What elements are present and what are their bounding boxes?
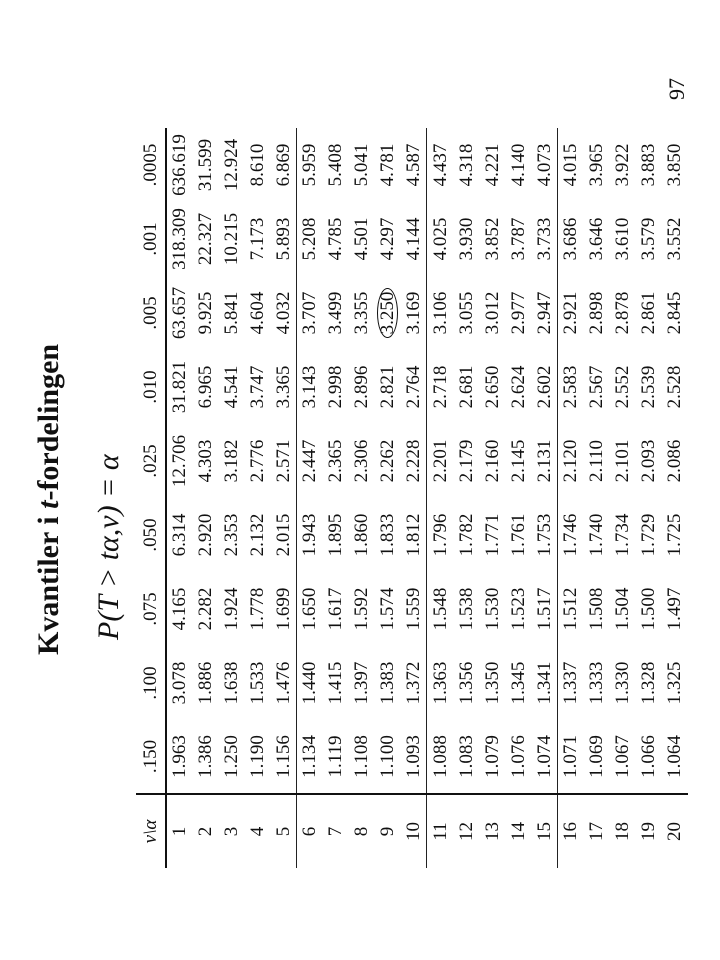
quantile-cell: 3.355 <box>351 291 373 335</box>
quantile-cell: 2.110 <box>586 439 608 483</box>
quantile-cell: 3.747 <box>246 365 268 409</box>
probability-formula: P(T > tα,ν) = α <box>92 454 125 640</box>
df-cell: 11 <box>427 794 453 868</box>
alpha-header: .150 <box>136 720 166 794</box>
quantile-cell: 2.898 <box>586 291 608 335</box>
quantile-cell: 5.893 <box>270 202 296 276</box>
quantile-cell: 2.120 <box>560 439 582 483</box>
quantile-cell: 2.447 <box>299 439 321 483</box>
quantile-cell: 3.078 <box>169 661 191 705</box>
quantile-cell: 1.530 <box>481 587 503 631</box>
quantile-cell: 1.650 <box>299 587 321 631</box>
alpha-header: .005 <box>136 276 166 350</box>
quantile-cell: 2.228 <box>401 424 427 498</box>
quantile-cell: 2.567 <box>586 365 608 409</box>
quantile-cell: 1.064 <box>664 735 686 778</box>
page-number: 97 <box>664 78 689 100</box>
title-variable: t <box>32 500 65 509</box>
quantile-cell: 1.734 <box>612 513 634 557</box>
title-suffix: -fordelingen <box>32 343 65 501</box>
quantile-cell: 4.587 <box>401 128 427 202</box>
quantile-cell: 1.386 <box>194 735 216 778</box>
quantile-cell: 1.250 <box>220 735 242 778</box>
quantile-cell: 1.476 <box>270 646 296 720</box>
quantile-cell: 1.093 <box>401 720 427 794</box>
quantile-cell: 2.015 <box>270 498 296 572</box>
quantile-cell: 1.066 <box>638 735 660 778</box>
df-cell: 4 <box>244 794 270 868</box>
quantile-cell: 31.599 <box>194 138 216 192</box>
table-row <box>192 128 218 868</box>
quantile-cell: 1.833 <box>377 513 399 557</box>
table-row <box>427 128 453 868</box>
quantile-cell: 4.165 <box>169 587 191 631</box>
quantile-cell: 3.169 <box>401 276 427 350</box>
quantile-cell: 1.337 <box>560 661 582 705</box>
df-cell: 3 <box>218 794 244 868</box>
quantile-cell: 12.924 <box>220 138 242 192</box>
quantile-cell: 2.821 <box>377 365 399 409</box>
quantile-cell: 1.397 <box>351 661 373 705</box>
quantile-cell: 2.583 <box>560 365 582 409</box>
quantile-cell: 2.179 <box>455 439 477 483</box>
table-row <box>531 128 557 868</box>
quantile-cell: 2.306 <box>351 439 373 483</box>
quantile-cell: 1.729 <box>638 513 660 557</box>
quantile-cell: 636.619 <box>169 134 191 196</box>
quantile-cell: 3.055 <box>455 291 477 335</box>
quantile-cell: 2.998 <box>325 365 347 409</box>
quantile-cell: 2.776 <box>246 439 268 483</box>
alpha-header: .010 <box>136 350 166 424</box>
quantile-cell: 4.781 <box>377 143 399 187</box>
quantile-cell: 1.325 <box>664 661 686 705</box>
quantile-cell: 3.686 <box>560 217 582 261</box>
quantile-cell: 4.025 <box>429 217 451 261</box>
quantile-cell: 1.746 <box>560 513 582 557</box>
quantile-cell: 1.740 <box>586 513 608 557</box>
table-row <box>349 128 375 868</box>
table-body <box>166 128 688 868</box>
quantile-cell: 1.538 <box>455 587 477 631</box>
quantile-cell: 2.353 <box>220 513 242 557</box>
quantile-cell: 1.924 <box>220 587 242 631</box>
quantile-cell: 1.812 <box>401 498 427 572</box>
quantile-cell: 2.718 <box>429 365 451 409</box>
table-row <box>479 128 505 868</box>
quantile-cell: 3.499 <box>325 291 347 335</box>
quantile-cell: 6.314 <box>169 513 191 557</box>
quantile-cell: 3.646 <box>586 217 608 261</box>
quantile-cell: 2.131 <box>531 424 557 498</box>
quantile-cell: 3.106 <box>429 291 451 335</box>
quantile-cell: 1.574 <box>377 587 399 631</box>
table-row <box>636 128 662 868</box>
quantile-cell: 1.083 <box>455 735 477 778</box>
quantile-cell: 4.221 <box>481 143 503 187</box>
quantile-cell: 2.977 <box>507 291 529 335</box>
quantile-cell: 1.088 <box>429 735 451 778</box>
quantile-cell: 9.925 <box>194 291 216 335</box>
quantile-cell: 1.383 <box>377 661 399 705</box>
quantile-cell: 4.032 <box>270 276 296 350</box>
table-row <box>218 128 244 868</box>
quantile-cell: 3.922 <box>612 143 634 187</box>
quantile-cell: 1.440 <box>299 661 321 705</box>
table-row <box>296 128 322 868</box>
quantile-cell: 2.160 <box>481 439 503 483</box>
table-row <box>662 128 688 868</box>
quantile-cell: 1.943 <box>299 513 321 557</box>
quantile-cell: 31.821 <box>169 360 191 414</box>
quantile-cell: 1.508 <box>586 587 608 631</box>
df-cell: 17 <box>584 794 610 868</box>
df-cell: 10 <box>401 794 427 868</box>
quantile-cell: 1.372 <box>401 646 427 720</box>
quantile-cell: 1.796 <box>429 513 451 557</box>
quantile-cell: 3.143 <box>299 365 321 409</box>
quantile-cell: 1.895 <box>325 513 347 557</box>
quantile-cell: 1.497 <box>664 587 686 631</box>
quantile-cell: 2.365 <box>325 439 347 483</box>
table-row <box>610 128 636 868</box>
quantile-cell: 1.345 <box>507 661 529 705</box>
quantile-cell: 1.341 <box>531 646 557 720</box>
quantile-cell: 3.930 <box>455 217 477 261</box>
quantile-cell: 2.920 <box>194 513 216 557</box>
t-quantile-table <box>136 128 688 868</box>
quantile-cell: 1.333 <box>586 661 608 705</box>
table-header-row <box>136 128 166 868</box>
df-cell: 15 <box>531 794 557 868</box>
quantile-cell: 1.100 <box>377 735 399 778</box>
corner-label: ν\α <box>136 794 166 868</box>
df-cell: 9 <box>375 794 401 868</box>
quantile-cell: 1.076 <box>507 735 529 778</box>
quantile-cell: 3.850 <box>664 143 686 187</box>
quantile-cell: 4.437 <box>429 143 451 187</box>
quantile-cell: 1.156 <box>270 720 296 794</box>
quantile-cell: 2.552 <box>612 365 634 409</box>
quantile-cell: 2.681 <box>455 365 477 409</box>
quantile-cell: 3.707 <box>299 291 321 335</box>
quantile-cell: 12.706 <box>169 434 191 488</box>
quantile-cell: 5.841 <box>220 291 242 335</box>
quantile-cell: 4.785 <box>325 217 347 261</box>
df-cell: 12 <box>453 794 479 868</box>
table-row <box>505 128 531 868</box>
quantile-cell: 1.069 <box>586 735 608 778</box>
quantile-cell: 1.638 <box>220 661 242 705</box>
quantile-cell: 2.921 <box>560 291 582 335</box>
table-row <box>244 128 270 868</box>
quantile-cell: 5.208 <box>299 217 321 261</box>
quantile-cell: 1.771 <box>481 513 503 557</box>
quantile-cell: 3.012 <box>481 291 503 335</box>
quantile-cell: 1.356 <box>455 661 477 705</box>
quantile-cell: 1.778 <box>246 587 268 631</box>
quantile-cell: 1.415 <box>325 661 347 705</box>
quantile-cell: 2.145 <box>507 439 529 483</box>
quantile-cell: 3.182 <box>220 439 242 483</box>
quantile-cell: 4.297 <box>377 217 399 261</box>
alpha-header: .0005 <box>136 128 166 202</box>
quantile-cell: 2.262 <box>377 439 399 483</box>
quantile-cell: 1.504 <box>612 587 634 631</box>
quantile-cell: 2.132 <box>246 513 268 557</box>
quantile-cell: 1.592 <box>351 587 373 631</box>
alpha-header: .100 <box>136 646 166 720</box>
quantile-cell: 1.782 <box>455 513 477 557</box>
quantile-cell: 1.500 <box>638 587 660 631</box>
quantile-cell: 3.965 <box>586 143 608 187</box>
table-row <box>270 128 296 868</box>
table-row <box>557 128 583 868</box>
alpha-header: .025 <box>136 424 166 498</box>
quantile-cell: 1.548 <box>429 587 451 631</box>
quantile-cell: 1.363 <box>429 661 451 705</box>
quantile-cell: 1.699 <box>270 572 296 646</box>
alpha-header: .001 <box>136 202 166 276</box>
quantile-cell: 6.965 <box>194 365 216 409</box>
quantile-cell: 2.093 <box>638 439 660 483</box>
df-cell: 20 <box>662 794 688 868</box>
quantile-cell: 1.963 <box>169 735 191 778</box>
quantile-cell: 63.657 <box>169 286 191 340</box>
df-cell: 14 <box>505 794 531 868</box>
quantile-cell: 2.086 <box>664 439 686 483</box>
quantile-cell: 2.650 <box>481 365 503 409</box>
quantile-cell: 1.190 <box>246 735 268 778</box>
quantile-cell: 318.309 <box>169 208 191 270</box>
quantile-cell: 1.328 <box>638 661 660 705</box>
table-row <box>453 128 479 868</box>
quantile-cell: 4.140 <box>507 143 529 187</box>
quantile-cell: 3.610 <box>612 217 634 261</box>
quantile-cell: 3.552 <box>664 217 686 261</box>
table-row <box>584 128 610 868</box>
df-cell: 5 <box>270 794 296 868</box>
quantile-cell: 8.610 <box>246 143 268 187</box>
quantile-cell: 4.015 <box>560 143 582 187</box>
table-row <box>323 128 349 868</box>
quantile-cell: 3.579 <box>638 217 660 261</box>
quantile-cell: 4.604 <box>246 291 268 335</box>
alpha-header: .075 <box>136 572 166 646</box>
quantile-cell: 1.559 <box>401 572 427 646</box>
quantile-cell: 4.318 <box>455 143 477 187</box>
quantile-cell: 2.947 <box>531 276 557 350</box>
quantile-cell: 2.624 <box>507 365 529 409</box>
title-main: Kvantiler i <box>32 508 65 655</box>
quantile-cell: 4.303 <box>194 439 216 483</box>
quantile-cell: 1.753 <box>531 498 557 572</box>
quantile-cell: 4.501 <box>351 217 373 261</box>
quantile-cell: 1.725 <box>664 513 686 557</box>
quantile-cell: 4.144 <box>401 202 427 276</box>
df-cell: 1 <box>166 794 192 868</box>
quantile-cell: 6.869 <box>270 128 296 202</box>
quantile-cell: 4.073 <box>531 128 557 202</box>
quantile-cell: 3.852 <box>481 217 503 261</box>
quantile-cell: 3.787 <box>507 217 529 261</box>
quantile-cell: 3.733 <box>531 202 557 276</box>
quantile-cell: 3.365 <box>270 350 296 424</box>
quantile-cell: 1.119 <box>325 735 347 778</box>
df-cell: 13 <box>479 794 505 868</box>
quantile-cell: 1.350 <box>481 661 503 705</box>
table-row <box>166 128 192 868</box>
quantile-cell: 1.523 <box>507 587 529 631</box>
quantile-cell: 7.173 <box>246 217 268 261</box>
quantile-cell: 1.330 <box>612 661 634 705</box>
quantile-cell: 10.215 <box>220 212 242 266</box>
quantile-cell: 1.071 <box>560 735 582 778</box>
quantile-cell: 1.512 <box>560 587 582 631</box>
table-row <box>375 128 401 868</box>
quantile-cell: 1.860 <box>351 513 373 557</box>
df-cell: 16 <box>557 794 583 868</box>
quantile-cell: 2.201 <box>429 439 451 483</box>
quantile-cell: 3.883 <box>638 143 660 187</box>
quantile-cell: 2.571 <box>270 424 296 498</box>
table-row <box>401 128 427 868</box>
quantile-cell: 1.074 <box>531 720 557 794</box>
df-cell: 2 <box>192 794 218 868</box>
quantile-cell: 2.539 <box>638 365 660 409</box>
quantile-cell: 2.861 <box>638 291 660 335</box>
quantile-cell: 5.041 <box>351 143 373 187</box>
quantile-cell: 2.602 <box>531 350 557 424</box>
quantile-cell: 1.067 <box>612 735 634 778</box>
quantile-cell: 1.617 <box>325 587 347 631</box>
df-cell: 18 <box>610 794 636 868</box>
quantile-cell: 2.528 <box>664 365 686 409</box>
df-cell: 19 <box>636 794 662 868</box>
quantile-cell: 5.959 <box>299 143 321 187</box>
quantile-cell: 22.327 <box>194 212 216 266</box>
quantile-cell: 1.533 <box>246 661 268 705</box>
quantile-cell: 1.079 <box>481 735 503 778</box>
quantile-cell: 1.761 <box>507 513 529 557</box>
quantile-cell: 2.101 <box>612 439 634 483</box>
quantile-cell <box>375 276 401 350</box>
quantile-cell: 1.134 <box>299 735 321 778</box>
df-cell: 8 <box>349 794 375 868</box>
quantile-cell: 1.108 <box>351 735 373 778</box>
quantile-cell: 5.408 <box>325 143 347 187</box>
quantile-cell: 2.878 <box>612 291 634 335</box>
df-cell: 7 <box>323 794 349 868</box>
quantile-cell: 1.517 <box>531 572 557 646</box>
alpha-header: .050 <box>136 498 166 572</box>
quantile-cell: 1.886 <box>194 661 216 705</box>
quantile-cell: 2.282 <box>194 587 216 631</box>
page-title <box>32 344 66 655</box>
quantile-cell: 2.845 <box>664 291 686 335</box>
circled-value: 3.250 <box>377 288 398 339</box>
df-cell: 6 <box>296 794 322 868</box>
quantile-cell: 2.896 <box>351 365 373 409</box>
quantile-cell: 4.541 <box>220 365 242 409</box>
quantile-cell: 2.764 <box>401 350 427 424</box>
